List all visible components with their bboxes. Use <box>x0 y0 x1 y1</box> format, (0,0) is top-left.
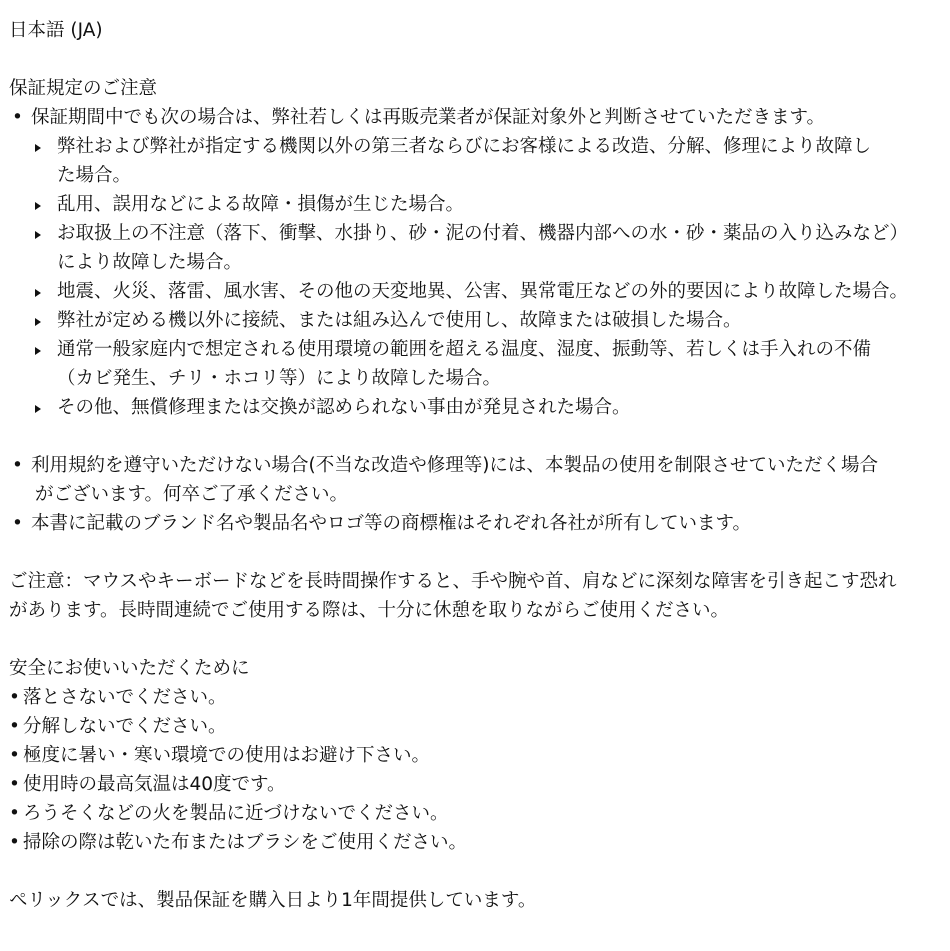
sub-item-1-continuation: た場合。 <box>57 165 132 186</box>
bullet-text: 保証期間中でも次の場合は、弊社若しくは再販売業者が保証対象外と判断させていただきます。 <box>31 107 826 128</box>
sub-item-7 <box>9 393 950 422</box>
terms-bullet <box>9 451 950 480</box>
bullet-icon: • <box>12 513 23 534</box>
bullet-icon: • <box>9 745 20 766</box>
triangle-bullet-icon <box>35 289 41 297</box>
sub-item-text: 通常一般家庭内で想定される使用環境の範囲を超える温度、湿度、振動等、若しくは手入れの不備 <box>57 339 872 360</box>
sub-item-text: 乱用、誤用などによる故障・損傷が生じた場合。 <box>57 194 465 215</box>
safety-item-text: 極度に暑い・寒い環境での使用はお避け下さい。 <box>23 745 431 766</box>
closing-text: ペリックスでは、製品保証を購入日より1年間提供しています。 <box>9 890 537 911</box>
warranty-heading: 保証規定のご注意 <box>9 78 158 99</box>
sub-item-text: その他、無償修理または交換が認められない事由が発見された場合。 <box>57 397 631 418</box>
terms-bullet-continuation: がございます。何卒ご了承ください。 <box>35 484 349 505</box>
bullet-icon: • <box>12 455 23 476</box>
bullet-icon: • <box>9 832 20 853</box>
sub-item-1 <box>9 132 950 161</box>
safety-heading: 安全にお使いいただくために <box>9 658 250 679</box>
sub-item-3-continuation: により故障した場合。 <box>57 252 243 273</box>
sub-item-2 <box>9 190 950 219</box>
triangle-bullet-icon <box>35 144 41 152</box>
bullet-icon: • <box>9 716 20 737</box>
sub-item-4 <box>9 277 950 306</box>
caution-line-1: ご注意：マウスやキーボードなどを長時間操作すると、手や腕や首、肩などに深刻な障害を引き起こす恐れ <box>9 571 897 592</box>
safety-item-text: 掃除の際は乾いた布またはブラシをご使用ください。 <box>23 832 468 853</box>
bullet-icon: • <box>9 687 20 708</box>
spacer <box>9 45 950 74</box>
trademark-bullet <box>9 509 950 538</box>
caution-line-2: があります。長時間連続でご使用する際は、十分に休憩を取りながらご使用ください。 <box>9 600 730 621</box>
sub-item-text: 弊社および弊社が指定する機関以外の第三者ならびにお客様による改造、分解、修理により故障し <box>57 136 872 157</box>
triangle-bullet-icon <box>35 231 41 239</box>
sub-item-text: 地震、火災、落雷、風水害、その他の天変地異、公害、異常電圧などの外的要因により故障した場合。 <box>57 281 909 302</box>
safety-item <box>9 828 950 857</box>
spacer <box>9 857 950 886</box>
warranty-main-bullet <box>9 103 950 132</box>
triangle-bullet-icon <box>35 318 41 326</box>
safety-item <box>9 741 950 770</box>
bullet-icon: • <box>9 774 20 795</box>
spacer <box>9 625 950 654</box>
safety-item-text: ろうそくなどの火を製品に近づけないでください。 <box>23 803 449 824</box>
language-heading: 日本語 (JA) <box>9 20 103 41</box>
spacer <box>9 538 950 567</box>
safety-item-text: 分解しないでください。 <box>23 716 227 737</box>
safety-item <box>9 712 950 741</box>
triangle-bullet-icon <box>35 405 41 413</box>
triangle-bullet-icon <box>35 202 41 210</box>
safety-item-text: 落とさないでください。 <box>23 687 227 708</box>
bullet-icon: • <box>9 803 20 824</box>
safety-item <box>9 770 950 799</box>
sub-item-3 <box>9 219 950 248</box>
sub-item-6 <box>9 335 950 364</box>
sub-item-6-continuation: （カビ発生、チリ・ホコリ等）により故障した場合。 <box>57 368 502 389</box>
safety-item <box>9 799 950 828</box>
sub-item-5 <box>9 306 950 335</box>
sub-item-text: お取扱上の不注意（落下、衝撃、水掛り、砂・泥の付着、機器内部への水・砂・薬品の入り込みなど） <box>57 223 909 244</box>
bullet-text: 本書に記載のブランド名や製品名やロゴ等の商標権はそれぞれ各社が所有しています。 <box>31 513 752 534</box>
sub-item-text: 弊社が定める機以外に接続、または組み込んで使用し、故障または破損した場合。 <box>57 310 742 331</box>
spacer <box>9 422 950 451</box>
safety-item-text: 使用時の最高気温は40度です。 <box>23 774 286 795</box>
safety-item <box>9 683 950 712</box>
bullet-text: 利用規約を遵守いただけない場合(不当な改造や修理等)には、本製品の使用を制限させていただく場合 <box>31 455 878 476</box>
triangle-bullet-icon <box>35 347 41 355</box>
bullet-icon: • <box>12 107 23 128</box>
